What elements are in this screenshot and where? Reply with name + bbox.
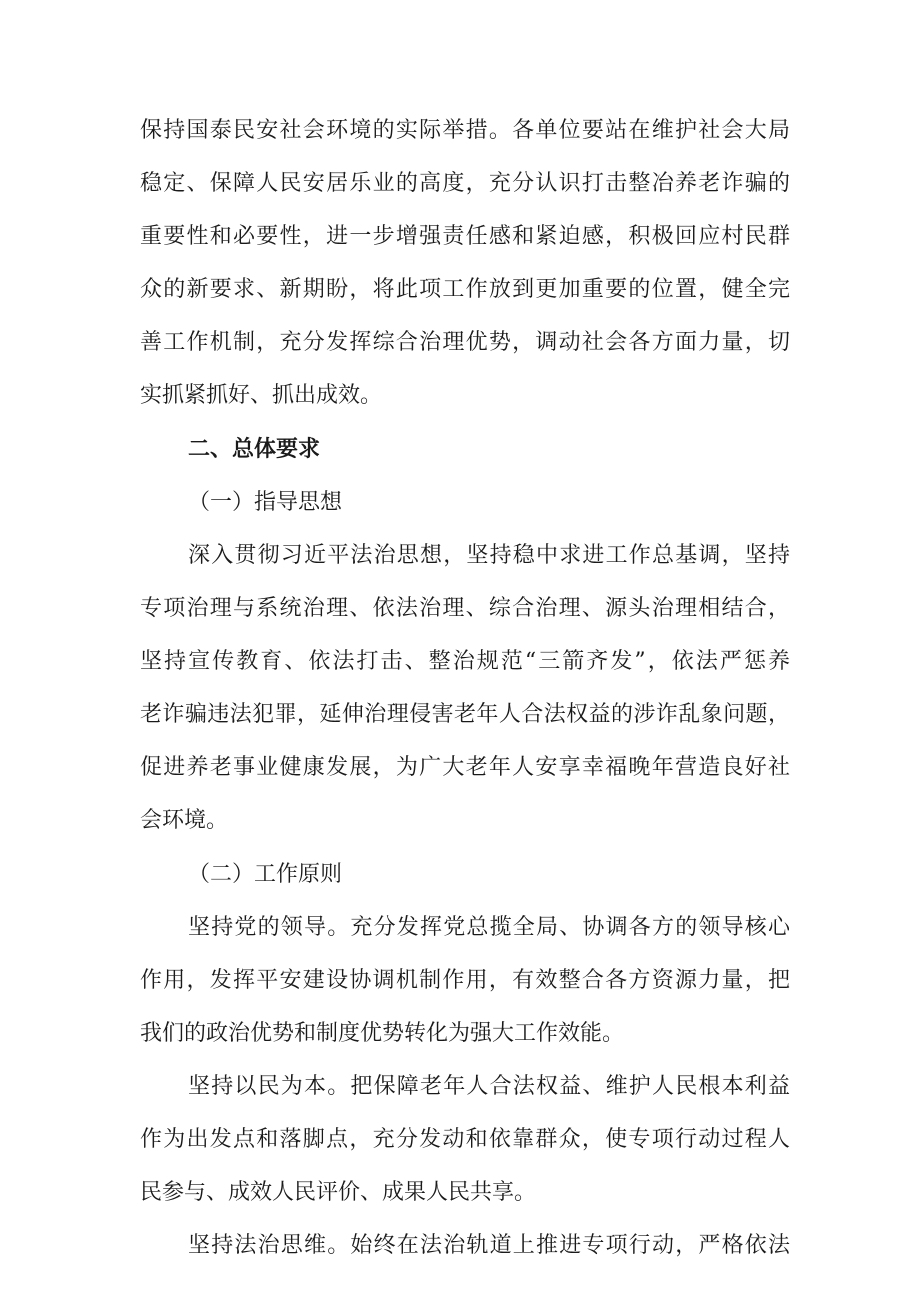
section-heading: 二、总体要求 bbox=[188, 437, 321, 462]
principle-party-line: 我们的政治优势和制度优势转化为强大工作效能。 bbox=[140, 1021, 625, 1046]
guiding-line: 坚持宣传教育、依法打击、整治规范“三箭齐发”，依法严惩养 bbox=[140, 649, 790, 674]
guiding-line: 促进养老事业健康发展，为广大老年人安享幸福晚年营造良好社 bbox=[140, 755, 790, 780]
intro-line: 保持国泰民安社会环境的实际举措。各单位要站在维护社会大局 bbox=[140, 118, 790, 143]
principle-party-line: 作用，发挥平安建设协调机制作用，有效整合各方资源力量，把 bbox=[140, 968, 790, 993]
guiding-line: 深入贯彻习近平法治思想，坚持稳中求进工作总基调，坚持 bbox=[188, 543, 790, 568]
principle-people-line: 作为出发点和落脚点，充分发动和依靠群众，使专项行动过程人 bbox=[140, 1127, 790, 1152]
intro-line: 实抓紧抓好、抓出成效。 bbox=[140, 383, 383, 408]
subsection-title-guiding: （一）指导思想 bbox=[188, 490, 343, 515]
intro-line: 稳定、保障人民安居乐业的高度，充分认识打击整冶养老诈骗的 bbox=[140, 171, 790, 196]
intro-line: 善工作机制，充分发挥综合治理优势，调动社会各方面力量，切 bbox=[140, 330, 790, 355]
principle-people-line: 坚持以民为本。把保障老年人合法权益、维护人民根本利益 bbox=[188, 1074, 790, 1099]
guiding-line: 老诈骗违法犯罪，延伸治理侵害老年人合法权益的涉诈乱象问题， bbox=[140, 702, 790, 727]
subsection-title-principles: （二）工作原则 bbox=[188, 862, 343, 887]
guiding-line: 会环境。 bbox=[140, 808, 229, 833]
intro-line: 众的新要求、新期盼，将此项工作放到更加重要的位置，健全完 bbox=[140, 277, 790, 302]
principle-law-line: 坚持法治思维。始终在法治轨道上推进专项行动，严格依法 bbox=[188, 1233, 790, 1258]
intro-line: 重要性和必要性，进一步增强责任感和紧迫感，积极回应村民群 bbox=[140, 224, 790, 249]
principle-people-line: 民参与、成效人民评价、成果人民共享。 bbox=[140, 1180, 537, 1205]
guiding-line: 专项治理与系统治理、依法治理、综合治理、源头治理相结合， bbox=[140, 596, 790, 621]
principle-party-line: 坚持党的领导。充分发挥党总揽全局、协调各方的领导核心 bbox=[188, 915, 790, 940]
